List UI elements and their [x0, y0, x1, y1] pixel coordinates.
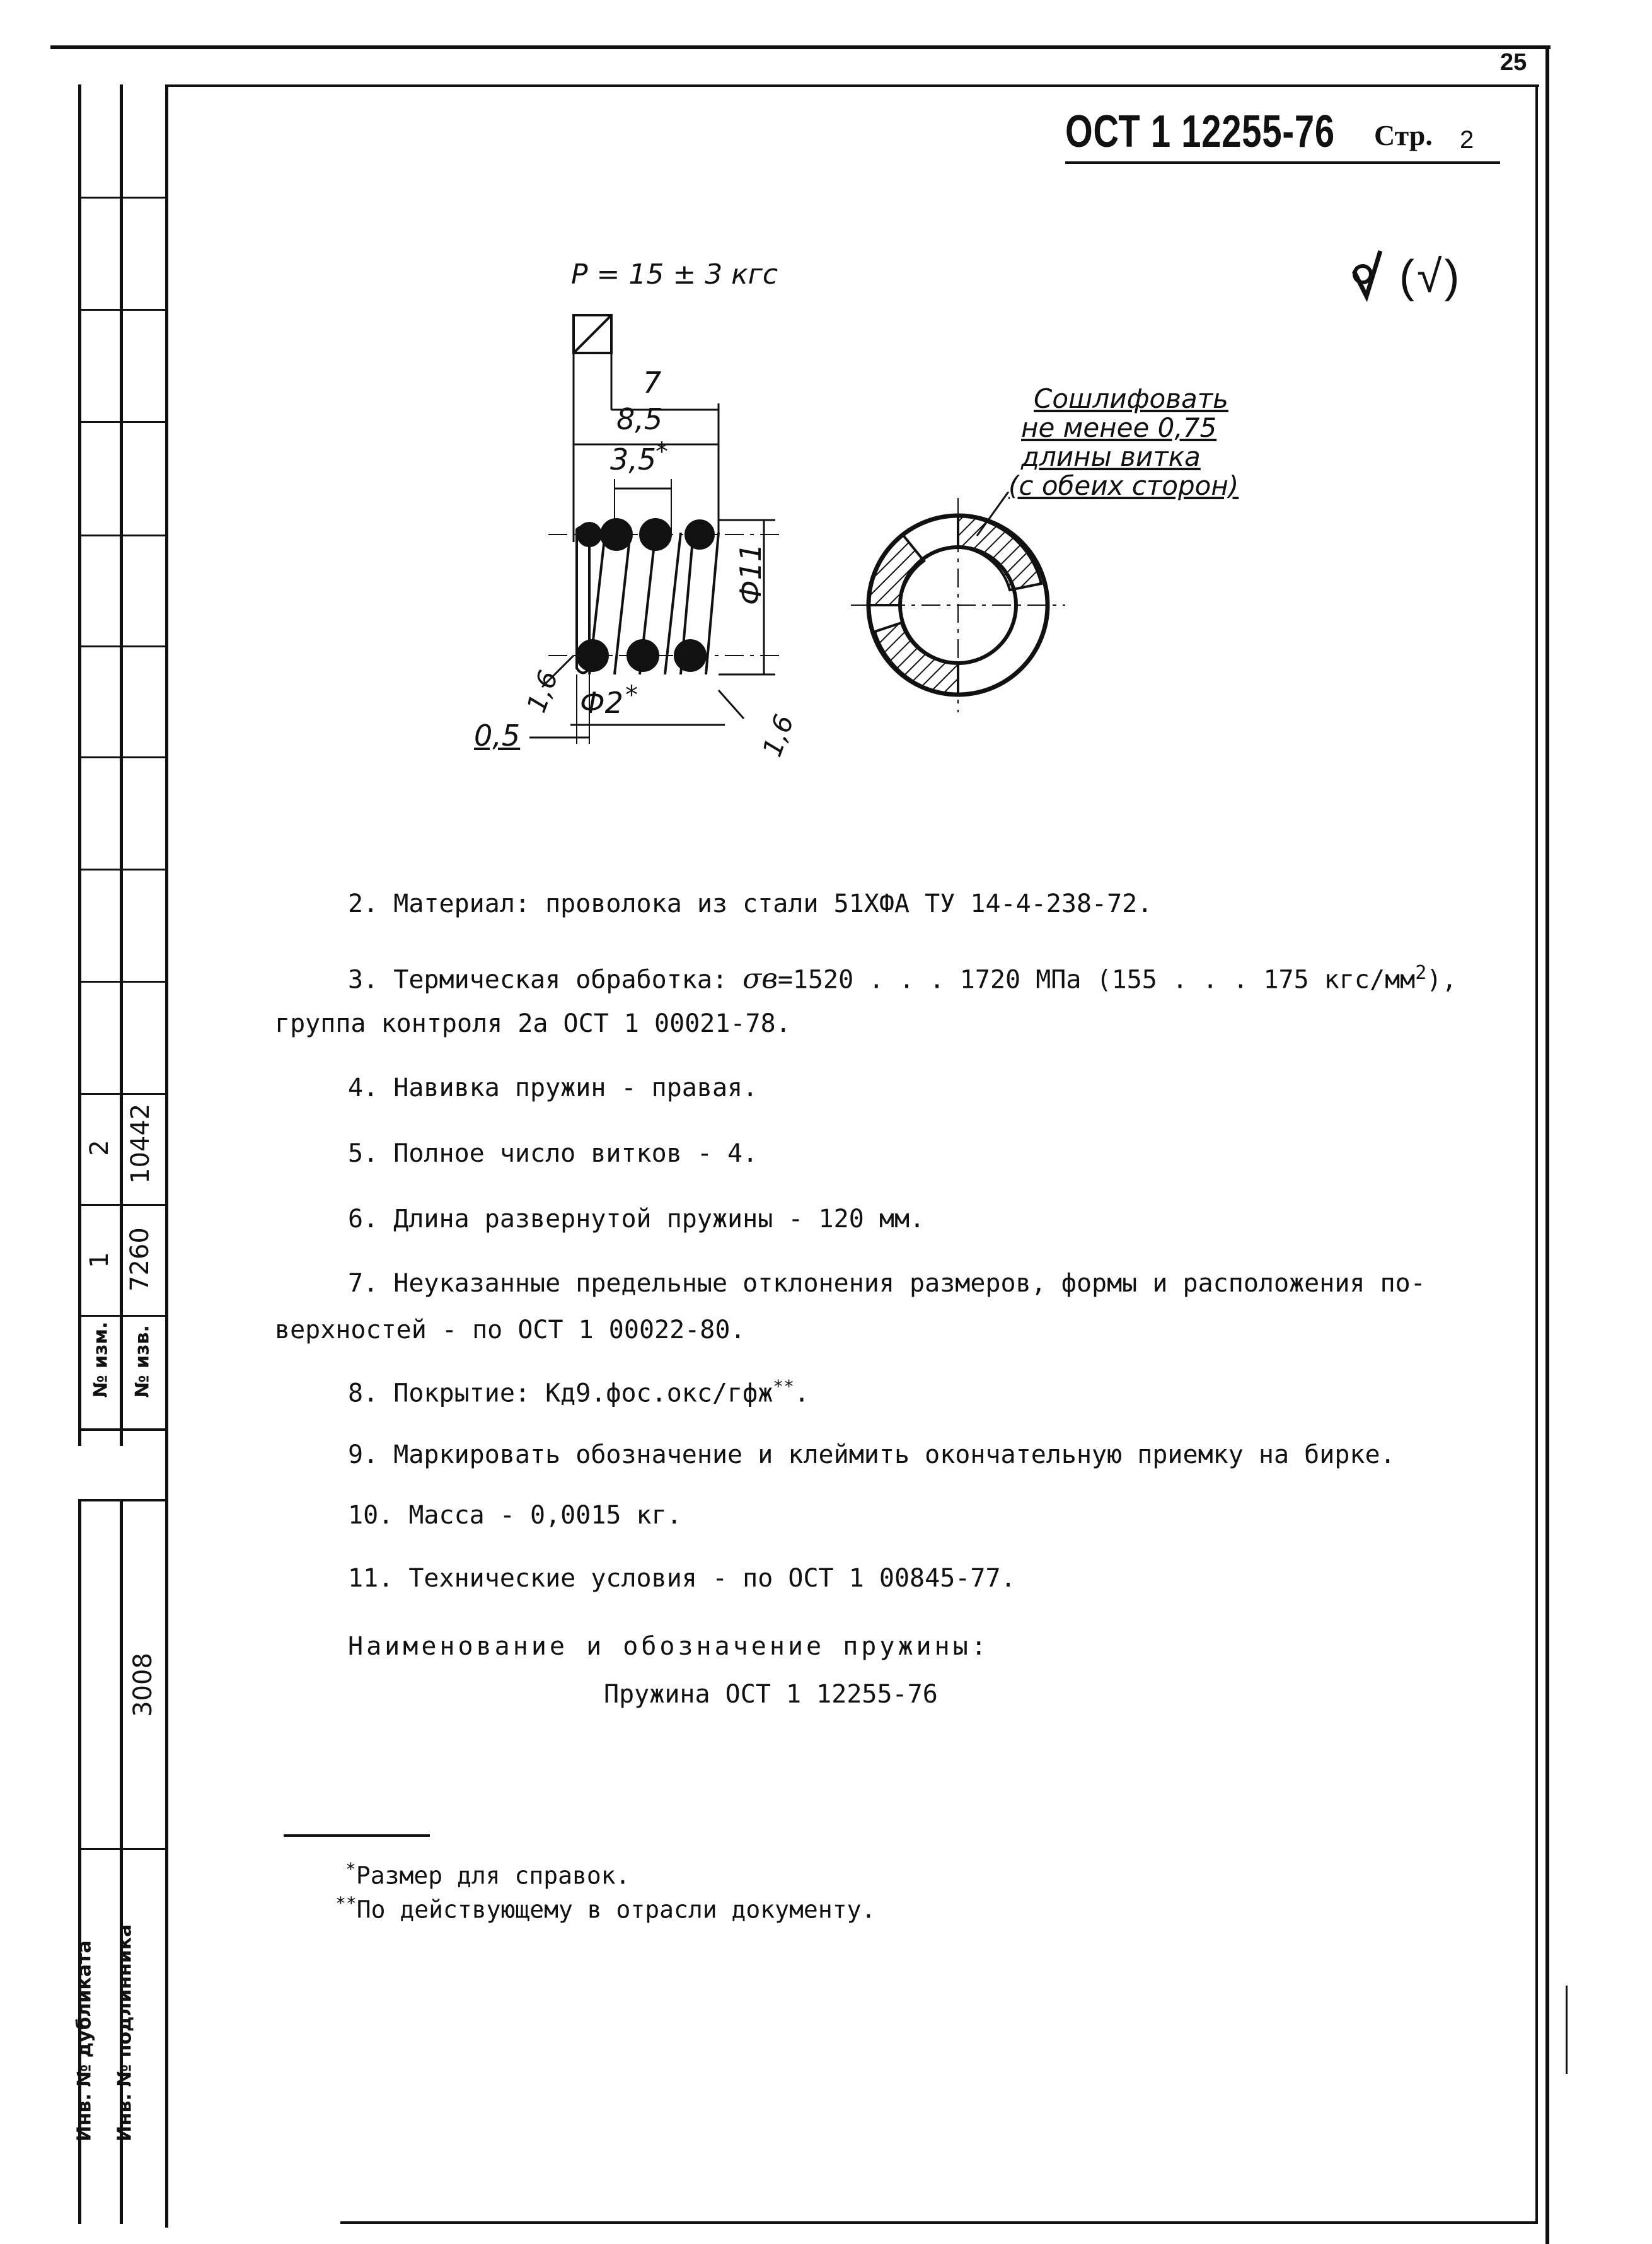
dim-3-5-star: *	[656, 437, 668, 466]
side-table-line-outer	[78, 84, 81, 1446]
frame-right-line-outer	[1545, 45, 1549, 2244]
dim-0-5: 0,5	[474, 719, 521, 753]
side-tick-12	[78, 1428, 166, 1431]
page-label: Стр.	[1374, 119, 1433, 151]
page-value: 2	[1460, 126, 1474, 154]
note-7-line-1: 7. Неуказанные предельные отклонения размеров, формы и расположения по-	[348, 1269, 1426, 1298]
side-tick-1	[78, 197, 166, 199]
note-8-end: .	[794, 1379, 810, 1408]
side-tick-4	[78, 535, 166, 536]
name-value: Пружина ОСТ 1 12255-76	[604, 1680, 938, 1709]
note-2: 2. Материал: проволока из стали 51ХФА ТУ 14-4-238-72.	[348, 889, 1153, 918]
dim-d11: Ф11	[734, 543, 768, 605]
izm-label: № изм.	[90, 1321, 112, 1398]
footnote-1-mark: *	[345, 1859, 356, 1880]
col2-izm: 2	[85, 1140, 114, 1156]
side-tick-6	[78, 756, 166, 758]
side-tick-3	[78, 421, 166, 423]
note-8-mark: **	[773, 1376, 795, 1397]
right-margin-mark	[1566, 1986, 1568, 2074]
note-3-sigma: σв	[742, 963, 778, 995]
orig-label: Инв. № подлинника	[113, 1924, 136, 2142]
footnote-divider	[284, 1834, 430, 1837]
frame-inner-top	[165, 84, 1539, 87]
name-heading: Наименование и обозначение пружины:	[348, 1632, 990, 1661]
note-8-text: 8. Покрытие: Кд9.фос.окс/гфж	[348, 1379, 773, 1408]
note-3-prefix: 3. Термическая обработка:	[348, 965, 728, 995]
dim-1-6-left: 1,6	[521, 666, 564, 717]
note-3	[348, 957, 1457, 996]
note-4: 4. Навивка пружин - правая.	[348, 1073, 758, 1102]
note-7-line-2: верхностей - по ОСТ 1 00022-80.	[275, 1316, 746, 1345]
col2-izd: 10442	[126, 1103, 155, 1184]
side-tick-5	[78, 645, 166, 647]
dim-8-5: 8,5	[616, 402, 663, 436]
col1-izd: 7260	[125, 1227, 154, 1292]
grind-note-line-2: не менее 0,75	[1021, 412, 1217, 443]
note-10: 10. Масса - 0,0015 кг.	[348, 1501, 682, 1530]
footnote-2-text: По действующему в отрасли документу.	[356, 1895, 876, 1924]
note-3-values: =1520 . . . 1720 МПа (155 . . . 175 кгс/мм	[777, 965, 1416, 995]
footnote-1	[345, 1853, 630, 1892]
frame-inner-right	[1535, 84, 1538, 2221]
grind-note-line-3: длины витка	[1021, 441, 1201, 472]
standard-code: ОСТ 1 12255-76	[1065, 107, 1335, 157]
note-3-end: ),	[1426, 965, 1457, 995]
note-3-exponent: 2	[1415, 962, 1427, 984]
side-tick-9	[78, 1093, 166, 1095]
header-underline	[1065, 161, 1500, 164]
note-3-line-2: группа контроля 2а ОСТ 1 00021-78.	[275, 1009, 791, 1038]
document-header	[1065, 106, 1411, 158]
side-lower-tick	[78, 1848, 166, 1850]
side-tick-2	[78, 309, 166, 311]
izd-label: № изв.	[131, 1325, 154, 1398]
dim-7: 7	[643, 366, 662, 400]
frame-left-line	[165, 84, 168, 2228]
dim-3-5: 3,5	[610, 442, 657, 477]
spring-end-view	[845, 492, 1071, 719]
grind-note	[1002, 385, 1239, 500]
col1-izm: 1	[85, 1252, 114, 1268]
frame-top-line	[50, 45, 1551, 49]
note-9: 9. Маркировать обозначение и клеймить окончательную приемку на бирке.	[348, 1440, 1395, 1469]
footnote-2	[335, 1887, 875, 1926]
footnote-2-mark: **	[335, 1893, 357, 1914]
roughness-note: (√)	[1399, 252, 1462, 302]
dim-d2-star: *	[625, 681, 638, 710]
grind-note-line-1: Сошлифовать	[1034, 383, 1228, 414]
side-tick-10	[78, 1204, 166, 1206]
note-11: 11. Технические условия - по ОСТ 1 00845-77.	[348, 1564, 1016, 1593]
grind-note-line-4: (с обеих сторон)	[1008, 470, 1239, 501]
dim-d2: Ф2	[580, 686, 623, 720]
note-6: 6. Длина развернутой пружины - 120 мм.	[348, 1205, 925, 1234]
page-number: 25	[1500, 49, 1527, 76]
side-tick-8	[78, 981, 166, 983]
dup-label: Инв. № дубликата	[73, 1940, 96, 2142]
side-table-line-mid	[120, 84, 123, 1446]
dim-1-6-right: 1,6	[756, 710, 800, 761]
inv-value: 3008	[129, 1653, 158, 1717]
load-label: P = 15 ± 3 кгс	[571, 258, 778, 291]
side-tick-7	[78, 869, 166, 870]
footnote-1-text: Размер для справок.	[355, 1861, 630, 1890]
note-5: 5. Полное число витков - 4.	[348, 1139, 758, 1168]
note-8	[348, 1370, 809, 1409]
frame-inner-bottom	[340, 2221, 1538, 2224]
side-tick-11	[78, 1315, 166, 1317]
